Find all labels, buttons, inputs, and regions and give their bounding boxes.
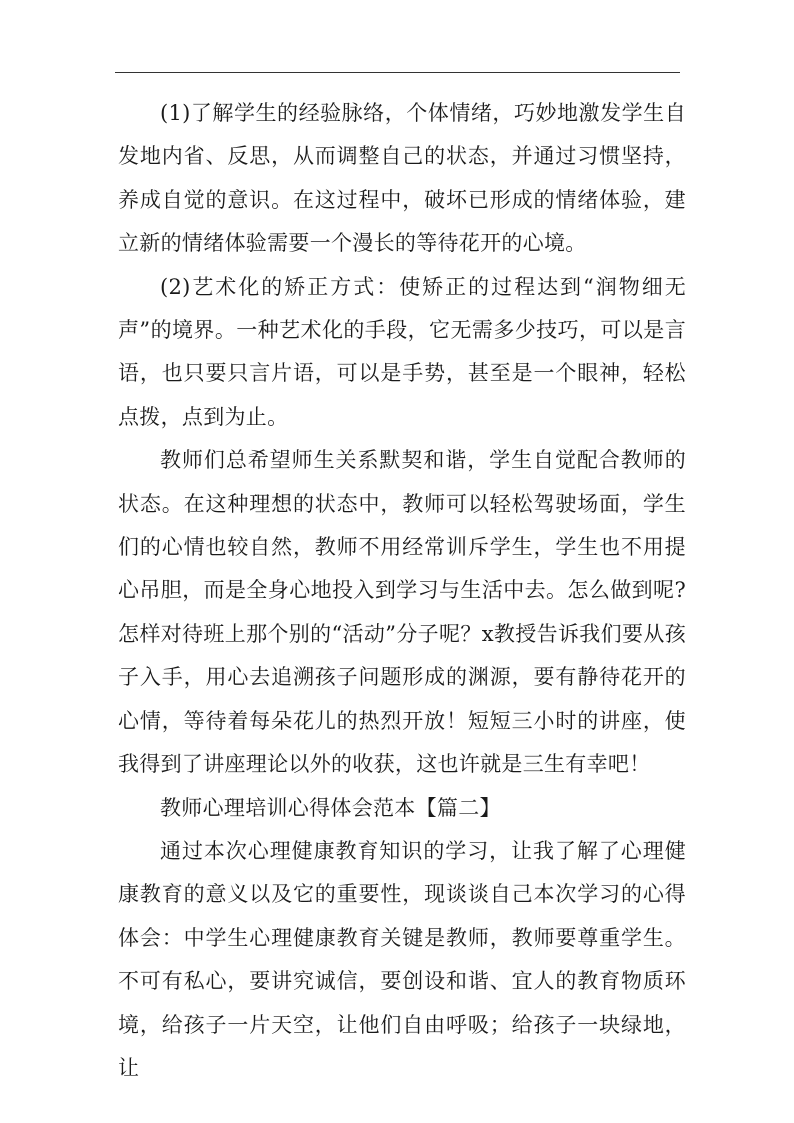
paragraph-3: 教师们总希望师生关系默契和谐，学生自觉配合教师的状态。在这种理想的状态中，教师可以轻松驾驶场面，学生们的心情也较自然，教师不用经常训斥学生，学生也不用提心吊胆，而是全身心地投入到学习与生活中去。怎么做到呢?怎样对待班上那个别的“活动”分子呢？x教授告诉我们要从孩子入手，用心去追溯孩子问题形成的渊源，要有静待花开的心情，等待着每朵花儿的热烈开放！短短三小时的讲座，使我得到了讲座理论以外的收获，这也许就是三生有幸吧！ (118, 448, 686, 777)
header-rule (115, 72, 680, 73)
paragraph-2: (2)艺术化的矫正方式：使矫正的过程达到“润物细无声”的境界。一种艺术化的手段，它无需多少技巧，可以是言语，也只要只言片语，可以是手势，甚至是一个眼神，轻松点拨，点到为止。 (118, 274, 686, 429)
paragraph-4: 通过本次心理健康教育知识的学习，让我了解了心理健康教育的意义以及它的重要性，现谈谈自己本次学习的心得体会：中学生心理健康教育关键是教师，教师要尊重学生。不可有私心，要讲究诚信，要创设和谐、宜人的教育物质环境，给孩子一片天空，让他们自由呼吸；给孩子一块绿地，让 (118, 838, 686, 1080)
document-body (118, 92, 686, 1090)
section-heading: 教师心理培训心得体会范本【篇二】 (160, 795, 501, 820)
paragraph-1: (1)了解学生的经验脉络，个体情绪，巧妙地激发学生自发地内省、反思，从而调整自己的状态，并通过习惯坚持，养成自觉的意识。在这过程中，破坏已形成的情绪体验，建立新的情绪体验需要一个漫长的等待花开的心境。 (118, 101, 686, 256)
